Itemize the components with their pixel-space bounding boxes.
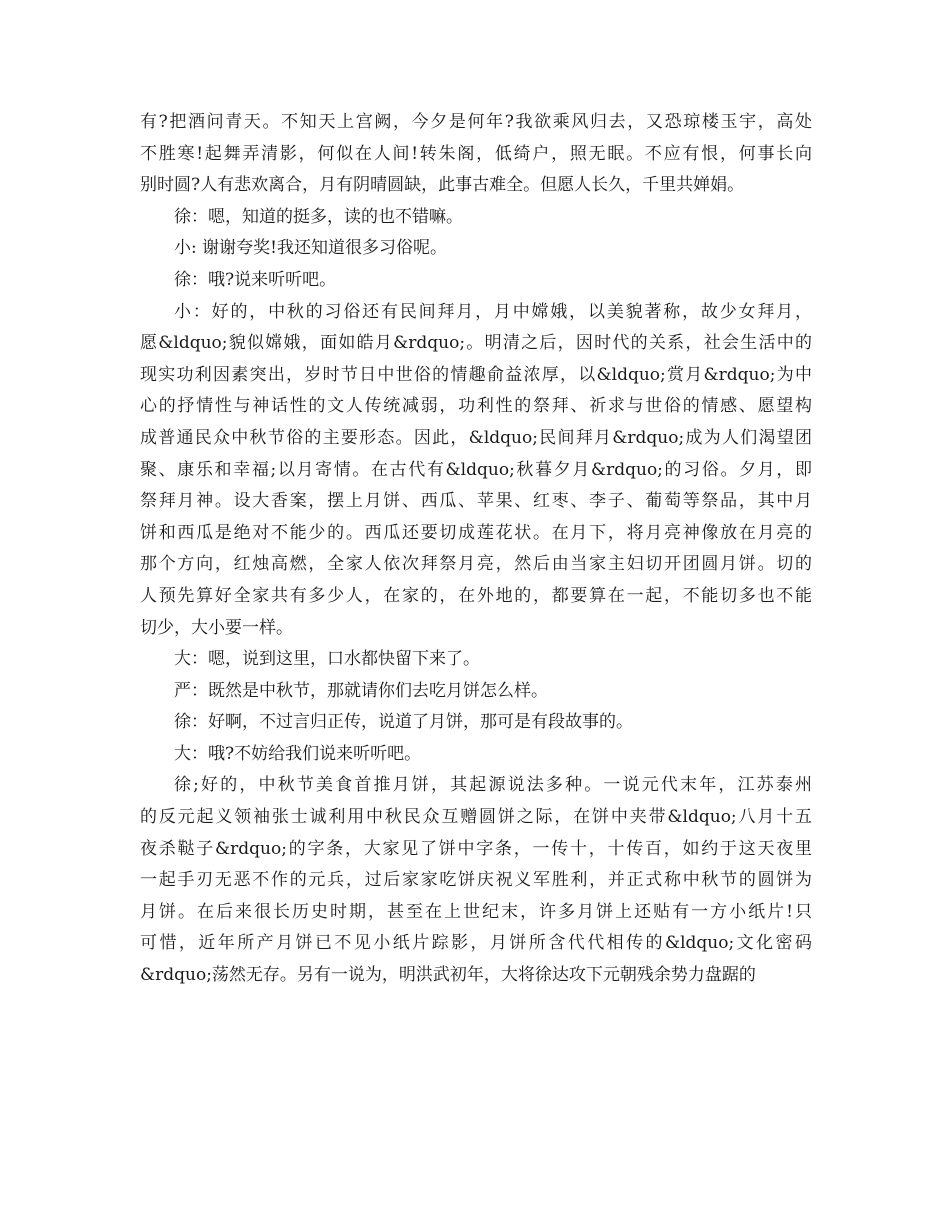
text-line: 有?把酒问青天。不知天上宫阙，今夕是何年?我欲乘风归去，又恐琼楼玉宇，高处 <box>140 112 812 132</box>
text-line: 徐：哦?说来听听吧。 <box>174 269 337 290</box>
text-line: 徐;好的，中秋节美食首推月饼，其起源说法多种。一说元代末年，江苏泰州 <box>174 775 812 796</box>
text-line: 心的抒情性与神话性的文人传统减弱，功利性的祭拜、祈求与世俗的情感、愿望构 <box>140 396 812 417</box>
paragraph <box>140 202 812 234</box>
text-line: 聚、康乐和幸福;以月寄情。在古代有&ldquo;秋暮夕月&rdquo;的习俗。夕月，即 <box>140 459 812 480</box>
paragraph <box>140 707 812 739</box>
text-line: 大：哦?不妨给我们说来听听吧。 <box>174 743 422 764</box>
paragraph <box>140 739 812 771</box>
text-line: 那个方向，红烛高燃，全家人依次拜祭月亮，然后由当家主妇切开团圆月饼。切的 <box>140 554 812 575</box>
text-line: 一起手刃无恶不作的元兵，过后家家吃饼庆祝义军胜利，并正式称中秋节的圆饼为 <box>140 870 812 891</box>
text-line: 小：好的，中秋的习俗还有民间拜月，月中嫦娥，以美貌著称，故少女拜月， <box>174 301 812 322</box>
text-line: 饼和西瓜是绝对不能少的。西瓜还要切成莲花状。在月下，将月亮神像放在月亮的 <box>140 522 812 543</box>
text-line: 小: 谢谢夸奖!我还知道很多习俗呢。 <box>174 238 447 259</box>
text-line: 的反元起义领袖张士诚利用中秋民众互赠圆饼之际，在饼中夹带&ldquo;八月十五 <box>140 807 812 828</box>
text-line: 现实功利因素突出，岁时节日中世俗的情趣俞益浓厚，以&ldquo;赏月&rdquo;为中 <box>140 364 812 385</box>
paragraph <box>140 644 812 676</box>
text-line: 不胜寒!起舞弄清影，何似在人间!转朱阁，低绮户，照无眠。不应有恨，何事长向 <box>140 143 812 164</box>
text-line: 别时圆?人有悲欢离合，月有阴晴圆缺，此事古难全。但愿人长久，千里共婵娟。 <box>140 175 745 196</box>
paragraph <box>140 770 812 991</box>
text-line: 大：嗯，说到这里，口水都快留下来了。 <box>174 649 480 670</box>
paragraph <box>140 107 812 202</box>
text-line: 成普通民众中秋节俗的主要形态。因此，&ldquo;民间拜月&rdquo;成为人们渴望团 <box>140 427 812 448</box>
paragraph <box>140 233 812 265</box>
text-line: 徐：好啊，不过言归正传，说道了月饼，那可是有段故事的。 <box>174 712 633 733</box>
text-line: 夜杀鞑子&rdquo;的字条，大家见了饼中字条，一传十，十传百，如约于这天夜里 <box>140 838 812 859</box>
document-page <box>140 107 812 992</box>
paragraph <box>140 265 812 297</box>
text-line: 可惜，近年所产月饼已不见小纸片踪影，月饼所含代代相传的&ldquo;文化密码 <box>140 933 812 954</box>
text-line: &rdquo;荡然无存。另有一说为，明洪武初年，大将徐达攻下元朝残余势力盘踞的 <box>140 965 756 986</box>
text-line: 徐：嗯，知道的挺多，读的也不错嘛。 <box>174 206 463 227</box>
text-line: 愿&ldquo;貌似嫦娥，面如皓月&rdquo;。明清之后，因时代的关系，社会生活中的 <box>140 333 812 354</box>
text-line: 严：既然是中秋节，那就请你们去吃月饼怎么样。 <box>174 680 548 701</box>
paragraph <box>140 676 812 708</box>
text-line: 人预先算好全家共有多少人，在家的，在外地的，都要算在一起，不能切多也不能 <box>140 585 812 606</box>
paragraph <box>140 297 812 645</box>
text-line: 祭拜月神。设大香案，摆上月饼、西瓜、苹果、红枣、李子、葡萄等祭品，其中月 <box>140 491 812 512</box>
text-line: 切少，大小要一样。 <box>140 617 293 638</box>
text-line: 月饼。在后来很长历史时期，甚至在上世纪末，许多月饼上还贴有一方小纸片!只 <box>140 901 812 922</box>
